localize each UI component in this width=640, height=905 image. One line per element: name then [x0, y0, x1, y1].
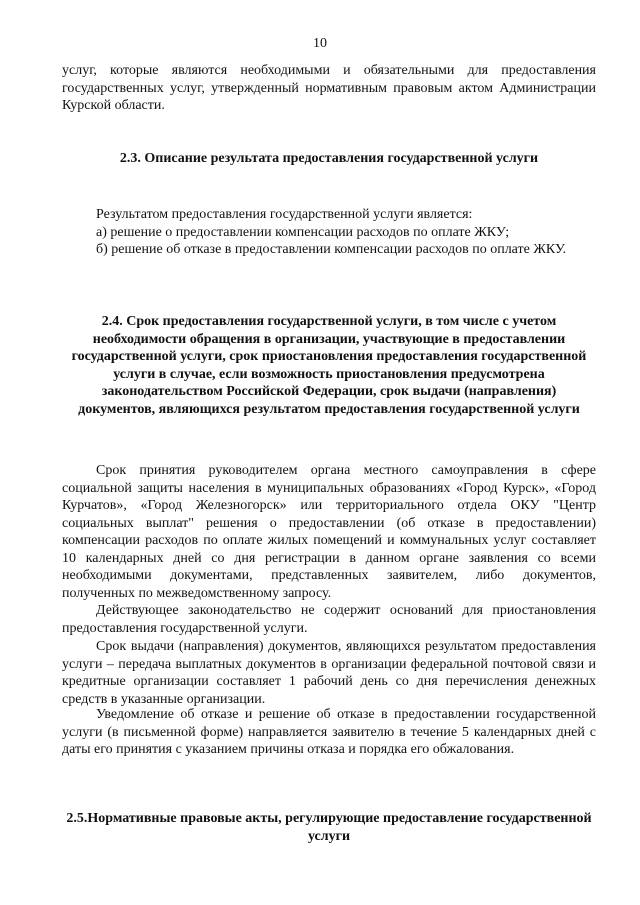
- section-2-3-lead: Результатом предоставления государственной услуги является:: [96, 207, 473, 222]
- section-2-3-item-a: а) решение о предоставлении компенсации расходов по оплате ЖКУ;: [96, 225, 510, 240]
- section-2-4-paragraph-2: Действующее законодательство не содержит оснований для приостановления предоставления государственной услуги.: [62, 603, 596, 636]
- section-2-4-paragraph-3: Срок выдачи (направления) документов, являющихся результатом предоставления услуги – передача выплатных документов в организации федеральной почтовой связи и кредитные организации составляет 1 рабочий день со дня перечисления денежных средств в указанные организации.: [62, 639, 596, 707]
- section-2-3-item-b: б) решение об отказе в предоставлении компенсации расходов по оплате ЖКУ.: [96, 242, 567, 257]
- section-2-3-heading: 2.3. Описание результата предоставления государственной услуги: [119, 151, 539, 166]
- intro-paragraph: услуг, которые являются необходимыми и обязательными для предоставления государственных услуг, утвержденный нормативным правовым актом Администрации Курской области.: [62, 63, 596, 113]
- section-2-4-heading: 2.4. Срок предоставления государственной услуги, в том числе с учетом необходимости обращения в организации, участвующие в предоставлении государственной услуги, срок приостановления предоставления государственной услуги в случае, если возможность приостановления предусмотрена законодательством Российской Федерации, срок выдачи (направления) документов, являющихся результатом предоставления государственной услуги: [71, 314, 587, 417]
- section-2-5-heading: 2.5.Нормативные правовые акты, регулирующие предоставление государственной услуги: [66, 811, 592, 844]
- section-2-4-paragraph-1: Срок принятия руководителем органа местного самоуправления в сфере социальной защиты населения в муниципальных образованиях «Город Курск», «Город Курчатов», «Город Железногорск» или территориального отдела ОКУ "Центр социальных выплат" решения о предоставлении (об отказе в предоставлении) компенсации расходов по оплате жилых помещений и коммунальных услуг составляет 10 календарных дней со дня регистрации в данном органе заявления со всеми необходимыми документами, представленных заявителем, либо документов, полученных по межведомственному запросу.: [62, 463, 596, 601]
- page-number: 10: [313, 36, 327, 51]
- section-2-4-paragraph-4: Уведомление об отказе и решение об отказе в предоставлении государственной услуги (в письменной форме) направляется заявителю в течение 5 календарных дней с даты его принятия с указанием причины отказа и порядка его обжалования.: [62, 707, 596, 757]
